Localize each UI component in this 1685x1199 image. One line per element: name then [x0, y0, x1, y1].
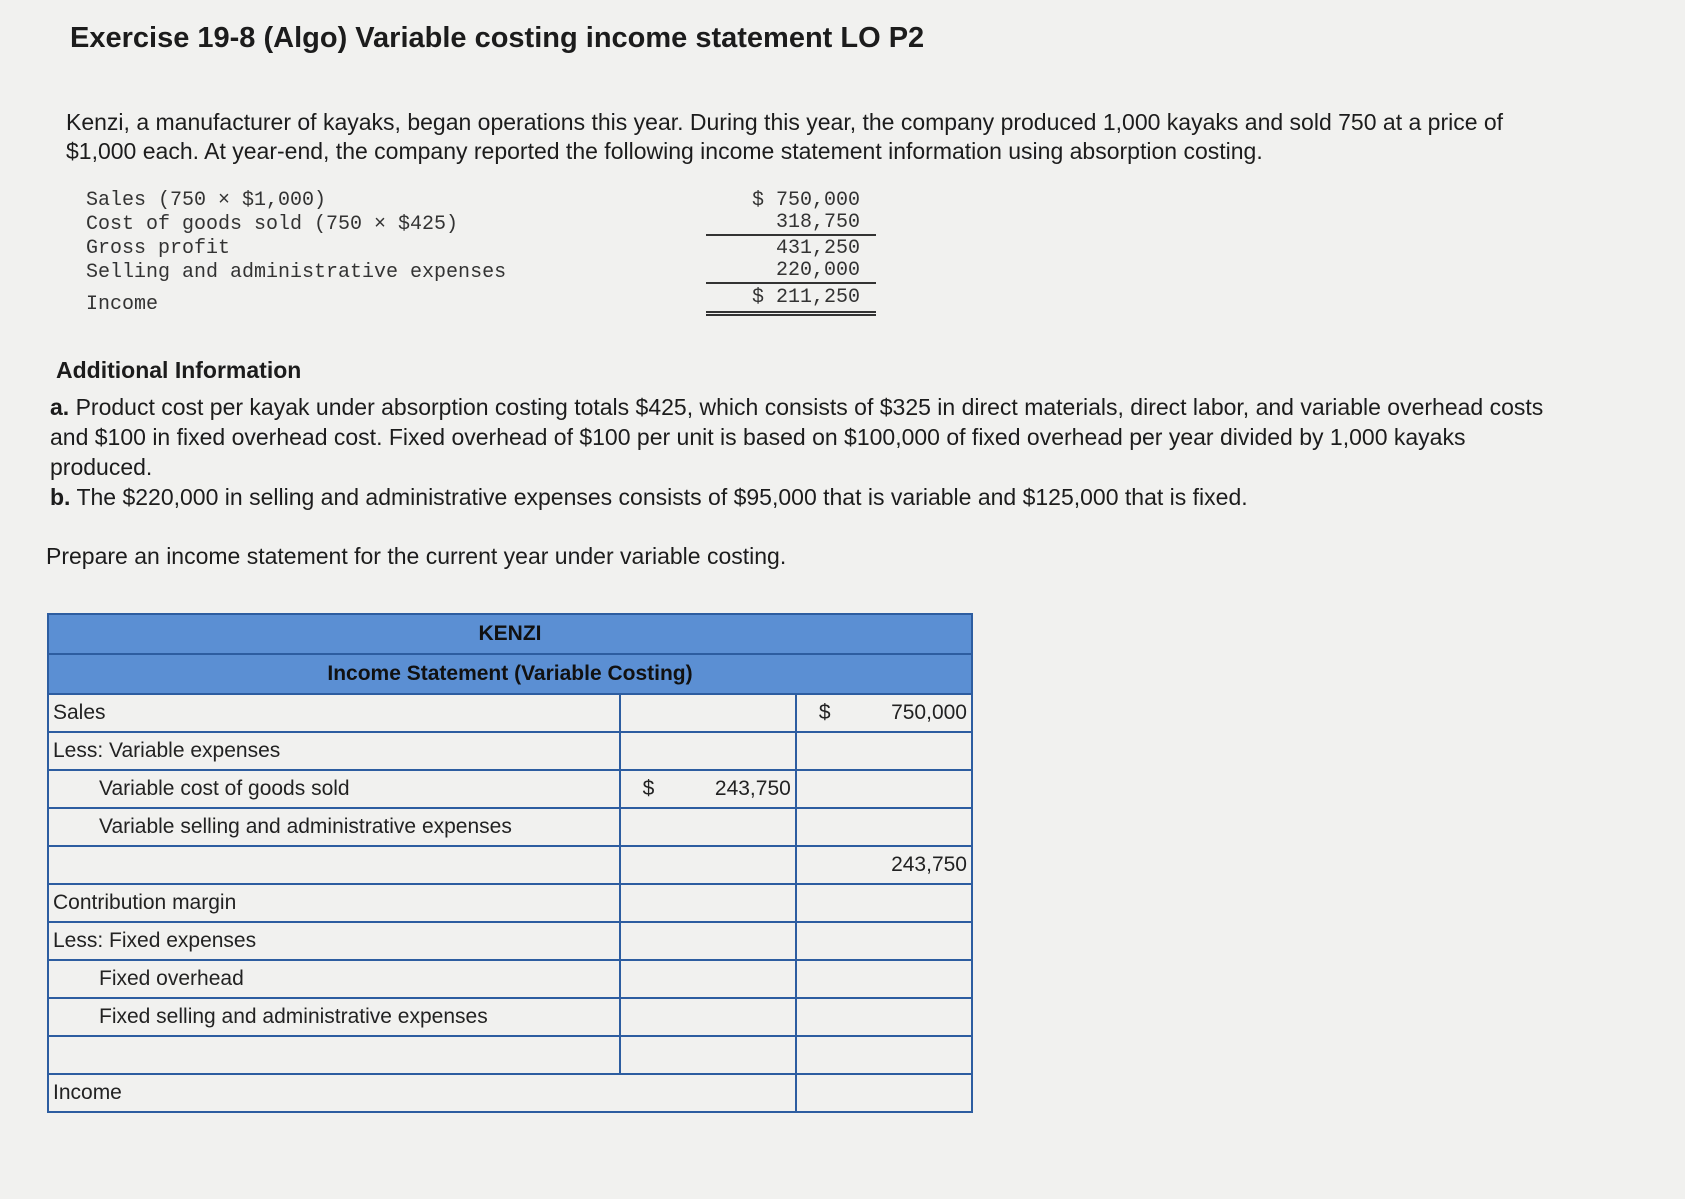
table-row	[48, 998, 972, 1036]
amount-input[interactable]	[625, 814, 791, 840]
absorption-label: Selling and administrative expenses	[86, 261, 507, 284]
sales-amount-cell[interactable]	[796, 694, 972, 732]
amount-input[interactable]	[801, 890, 967, 916]
table-row	[48, 1036, 972, 1074]
input-cell[interactable]	[620, 694, 796, 732]
absorption-row-sa	[86, 260, 876, 284]
absorption-income-statement	[86, 188, 876, 316]
table-row	[48, 884, 972, 922]
label-sales[interactable]: Sales	[48, 694, 620, 732]
total-variable-cell[interactable]	[796, 846, 972, 884]
item-prefix: b.	[50, 484, 71, 510]
blank-cell	[620, 1074, 796, 1112]
input-cell[interactable]	[796, 998, 972, 1036]
amount-input[interactable]	[625, 1042, 791, 1068]
amount-input[interactable]	[801, 814, 967, 840]
statement-subtitle: Income Statement (Variable Costing)	[48, 654, 972, 694]
variable-cogs-amount-cell[interactable]	[620, 770, 796, 808]
amount-input[interactable]	[625, 890, 791, 916]
table-row	[48, 846, 972, 884]
amount-input[interactable]	[625, 700, 791, 726]
total-variable-value: 243,750	[891, 853, 967, 876]
label-income[interactable]: Income	[48, 1074, 620, 1112]
absorption-label: Cost of goods sold (750 × $425)	[86, 213, 459, 236]
input-cell[interactable]	[796, 922, 972, 960]
input-cell[interactable]	[620, 998, 796, 1036]
absorption-label: Income	[86, 293, 159, 316]
input-cell[interactable]	[796, 770, 972, 808]
absorption-label: Sales (750 × $1,000)	[86, 189, 327, 212]
instruction-text: Prepare an income statement for the current year under variable costing.	[46, 543, 787, 569]
input-cell[interactable]	[796, 732, 972, 770]
label-fixed-sa[interactable]: Fixed selling and administrative expenses	[48, 998, 620, 1036]
item-prefix: a.	[50, 394, 70, 420]
additional-item-b	[50, 482, 1550, 512]
amount-input[interactable]	[801, 966, 967, 992]
currency-symbol: $	[642, 777, 655, 800]
sales-value: 750,000	[891, 701, 967, 724]
absorption-row-cogs	[86, 212, 876, 236]
input-cell[interactable]	[796, 960, 972, 998]
label-input[interactable]	[53, 1042, 615, 1068]
label-fixed-overhead[interactable]: Fixed overhead	[48, 960, 620, 998]
input-cell[interactable]	[796, 1074, 972, 1112]
amount-input[interactable]	[801, 1080, 967, 1106]
input-cell[interactable]	[620, 1036, 796, 1074]
amount-input[interactable]	[625, 928, 791, 954]
amount-input[interactable]	[625, 1004, 791, 1030]
item-text: The $220,000 in selling and administrative expenses consists of $95,000 that is variable and $125,000 that is fixed.	[76, 484, 1248, 510]
absorption-amount: $ 211,250	[706, 286, 876, 316]
absorption-amount: 318,750	[706, 211, 876, 236]
input-cell[interactable]	[620, 922, 796, 960]
label-variable-cogs[interactable]: Variable cost of goods sold	[48, 770, 620, 808]
label-less-variable[interactable]: Less: Variable expenses	[48, 732, 620, 770]
table-row	[48, 770, 972, 808]
amount-input[interactable]	[625, 966, 791, 992]
input-cell[interactable]	[620, 732, 796, 770]
additional-info-heading: Additional Information	[56, 357, 302, 383]
label-contribution-margin[interactable]: Contribution margin	[48, 884, 620, 922]
amount-input[interactable]	[801, 738, 967, 764]
input-cell[interactable]	[796, 1036, 972, 1074]
additional-item-a	[50, 392, 1550, 482]
amount-input[interactable]	[801, 928, 967, 954]
input-cell[interactable]	[48, 846, 620, 884]
absorption-amount: $ 750,000	[751, 189, 860, 212]
absorption-row-sales	[86, 188, 876, 212]
table-row	[48, 694, 972, 732]
label-variable-sa[interactable]: Variable selling and administrative expenses	[48, 808, 620, 846]
absorption-amount: 220,000	[706, 259, 876, 284]
amount-input[interactable]	[801, 1004, 967, 1030]
table-row	[48, 922, 972, 960]
absorption-amount: 431,250	[775, 237, 860, 260]
variable-cogs-value: 243,750	[714, 777, 791, 800]
variable-costing-statement	[47, 613, 973, 1113]
amount-input[interactable]	[801, 776, 967, 802]
table-row	[48, 960, 972, 998]
input-cell[interactable]	[620, 846, 796, 884]
table-row	[48, 732, 972, 770]
absorption-label: Gross profit	[86, 237, 231, 260]
input-cell[interactable]	[620, 884, 796, 922]
input-cell[interactable]	[796, 808, 972, 846]
additional-info-list	[50, 392, 1550, 512]
input-cell[interactable]	[796, 884, 972, 922]
amount-input[interactable]	[625, 852, 791, 878]
item-text: Product cost per kayak under absorption costing totals $425, which consists of $325 in direct materials, direct labor, and variable overhead costs and $100 in fixed overhead cost. Fixed overhead of $100 per unit is based on $100,000 of fixed overhead per year divided by 1,000 kayaks produced.	[50, 394, 1544, 480]
table-row	[48, 808, 972, 846]
statement-company: KENZI	[48, 614, 972, 654]
absorption-row-gross-profit	[86, 236, 876, 260]
table-row	[48, 1074, 972, 1112]
intro-paragraph: Kenzi, a manufacturer of kayaks, began operations this year. During this year, the company produced 1,000 kayaks and sold 750 at a price of $1,000 each. At year-end, the company reported the following income statement information using absorption costing.	[66, 109, 1504, 164]
amount-input[interactable]	[801, 1042, 967, 1068]
label-less-fixed[interactable]: Less: Fixed expenses	[48, 922, 620, 960]
input-cell[interactable]	[48, 1036, 620, 1074]
page-title: Exercise 19-8 (Algo) Variable costing income statement LO P2	[70, 22, 925, 54]
label-input[interactable]	[53, 852, 615, 878]
input-cell[interactable]	[620, 808, 796, 846]
currency-symbol: $	[818, 701, 831, 724]
amount-input[interactable]	[625, 738, 791, 764]
absorption-row-income	[86, 284, 876, 316]
input-cell[interactable]	[620, 960, 796, 998]
